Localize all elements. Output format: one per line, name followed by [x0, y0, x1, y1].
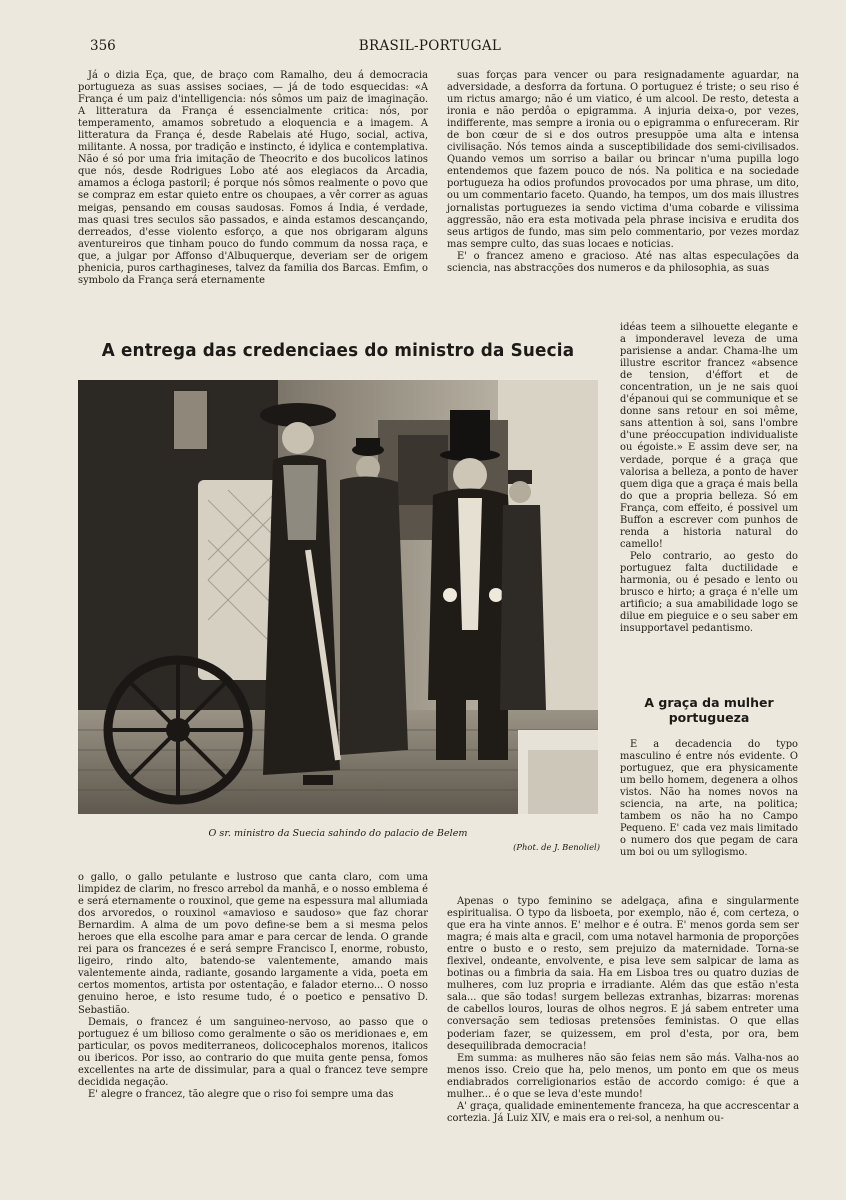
column-3-after-subheading [620, 739, 798, 859]
page-header [90, 38, 770, 58]
paragraph: Demais, o francez é um sanguineo-nervoso, ao passo que o portuguez é um bilioso como geralmente o são os meridionaes e, em particular, os povos mediterraneos, dolicocephalos morenos, italicos ou ibericos. Por isso, ao contrario do que muita gente pensa, fomos excellentes na arte de dissimular, para a qual o francez teve sempre decidida negação. [78, 1016, 428, 1088]
paragraph: Já o dizia Eça, que, de braço com Ramalho, deu á democracia portugueza as suas assises sociaes, — já de todo esquecidas: «A França é um paiz d'intelligencia: nós sômos um paiz de imaginação. A litteratura da França é essencialmente critica: nós, por temperamento, amamos sobretudo a eloquencia e a imagem. A litteratura da França é, desde Rabelais até Hugo, social, activa, militante. A nossa, por tradição e instincto, é idylica e contemplativa. Não é só por uma fria imitação de Theocrito e dos bucolicos latinos que nós, desde Rodrigues Lobo até aos elegiacos da Arcadia, amamos a écloga pastoril; é porque nós sômos realmente o povo que se compraz em estar quieto entre os choupaes, a vêr correr as aguas meigas, pensando em cousas saudosas. Fomos á India, é verdade, mas quasi tres seculos são passados, e ainda estamos descançando, derreados, d'esse violento esforço, a que nos obrigaram alguns aventureiros que tinham pouco do fundo commum da nossa raça, e que, a julgar por Affonso d'Albuquerque, deveriam ser de origem phenicia, puros carthagineses, talvez da familia dos Barcas. Emfim, o symbolo da França será eternamente [78, 70, 428, 286]
paragraph: E' o francez ameno e gracioso. Até nas altas especulações da sciencia, nas abstracções dos numeros e da philosophia, as suas [447, 250, 799, 274]
paragraph: idéas teem a silhouette elegante e a imponderavel leveza de uma parisiense a andar. Chama-lhe um illustre escritor francez «absence de tension, d'éffort et de concentration, un je ne sais quoi d'épanoui qui se communique et se donne sans retour en soi même, sans attention à soi, sans l'ombre d'une préoccupation individualiste ou égoiste.» E assim deve ser, na verdade, porque é a graça que valorisa a belleza, a ponto de haver quem diga que a graça é mais bella do que a propria belleza. Só em França, com effeito, é possivel um Buffon a escrever com punhos de renda a historia natural do camello! [620, 322, 799, 550]
paragraph: E' alegre o francez, tão alegre que o riso foi sempre uma das [88, 1088, 394, 1100]
photo-headline: A entrega das credenciaes do ministro da Suecia [101, 341, 575, 361]
column-3-side [620, 322, 798, 635]
paragraph: Pelo contrario, ao gesto do portuguez falta ductilidade e harmonia, ou é pesado e lento ou brusco e hirto; a graça é n'elle um artificio; a sua amabilidade logo se dilue em pieguice e o seu saber em insupportavel pedantismo. [620, 550, 798, 635]
paragraph: Em summa: as mulheres não são feias nem são más. Valha-nos ao menos isso. Creio que ha, pelo menos, um ponto em que os meus endiabrados correligionarios estão de accordo comigo: é que a mulher... é o que se leva d'este mundo! [447, 1052, 799, 1100]
column-2-bottom [447, 896, 799, 1125]
section-subheading: A graça da mulher portugueza [644, 695, 774, 725]
photo-credit: (Phot. de J. Benoliel) [513, 842, 600, 852]
paragraph: suas forças para vencer ou para resignadamente aguardar, na adversidade, a desforra da fortuna. O portuguez é triste; o seu riso é um rictus amargo; não é um viatico, é um alcool. De resto, detesta a ironia e não perdôa o epigramma. A injuria deixa-o, por vezes, indifferente, mas sempre a ironia ou o epigramma o enfureceram. Rir de bon cœur de si e dos outros presuppõe uma alta e intensa civilisação. Nós temos ainda a susceptibilidade dos semi-civilisados. Quando vemos um sorriso a bailar ou brincar n'uma pupilla logo entendemos que fazem pouco de nós. Na politica e na sociedade portugueza ha odios profundos provocados por uma phrase, um dito, ou um commentario faceto. Quando, ha tempos, um dos mais illustres jornalistas portuguezes ia sendo victima d'uma cobarde e vilissima aggressão, não era esta motivada pela phrase incisiva e erudita dos seus artigos de fundo, mas sim pelo commentario, por vezes mordaz mas sempre culto, das suas locaes e noticias. [447, 70, 799, 250]
column-1-top [78, 70, 428, 287]
column-1-bottom [78, 872, 428, 1101]
photo-caption: O sr. ministro da Suecia sahindo do palacio de Belem [208, 828, 468, 839]
column-2-top [447, 70, 799, 275]
paragraph: Apenas o typo feminino se adelgaça, afina e singularmente espiritualisa. O typo da lisboeta, por exemplo, não é, com certeza, o que era ha vinte annos. E' melhor e é outra. E' menos gorda sem ser magra; é mais alta e gracil, com uma notavel harmonia de proporções entre o busto e o resto, sem prejuizo da maternidade. Torna-se flexivel, ondeante, envolvente, e pisa leve sem salpicar de lama as botinas ou a fimbria da saia. Ha em Lisboa tres ou quatro duzias de mulheres, com luz propria e irradiante. Além das que estão n'esta sala... que são todas! surgem bellezas extranhas, bizarras: morenas de cabellos louros, louras de olhos negros. E já sabem entreter uma conversação sem tediosas pretensões feministas. O que ellas poderiam fazer, se quizessem, em prol d'esta, por ora, bem desequilibrada democracia! [447, 896, 799, 1052]
photo-illustration [78, 380, 598, 814]
publication-title: BRASIL-PORTUGAL [358, 38, 502, 54]
page-number: 356 [90, 38, 116, 54]
paragraph: E a decadencia do typo masculino é entre nós evidente. O portuguez, que era physicamente um bello homem, degenera a olhos vistos. Não ha nomes novos na sciencia, na arte, na politica; tambem os não ha no Campo Pequeno. E' cada vez mais limitado o numero dos que pegam de cara um boi ou um syllogismo. [620, 739, 798, 859]
paragraph: o gallo, o gallo petulante e lustroso que canta claro, com uma limpidez de clarim, no fresco arrebol da manhã, e o nosso emblema é e será eternamente o rouxinol, que geme na espessura mal allumiada dos arvoredos, o rouxinol «amavioso e saudoso» que faz chorar Bernardim. A alma de um povo define-se bem a si mesma pelos heroes que ella escolhe para amar e para cercar de lenda. O grande rei para os francezes é e será sempre Francisco I, enorme, robusto, ligeiro, rindo alto, batendo-se valentemente, amando mais valentemente ainda, radiante, gosando largamente a vida, poeta em certos momentos, artista por ostentação, e falador eterno... O nosso genuino heroe, e isto resume tudo, é o poetico e pensativo D. Sebastião. [78, 872, 428, 1016]
photograph [78, 380, 598, 814]
paragraph: A' graça, qualidade eminentemente franceza, ha que accrescentar a cortezia. Já Luiz XIV, e mais era o rei-sol, a nenhum ou- [447, 1100, 799, 1124]
